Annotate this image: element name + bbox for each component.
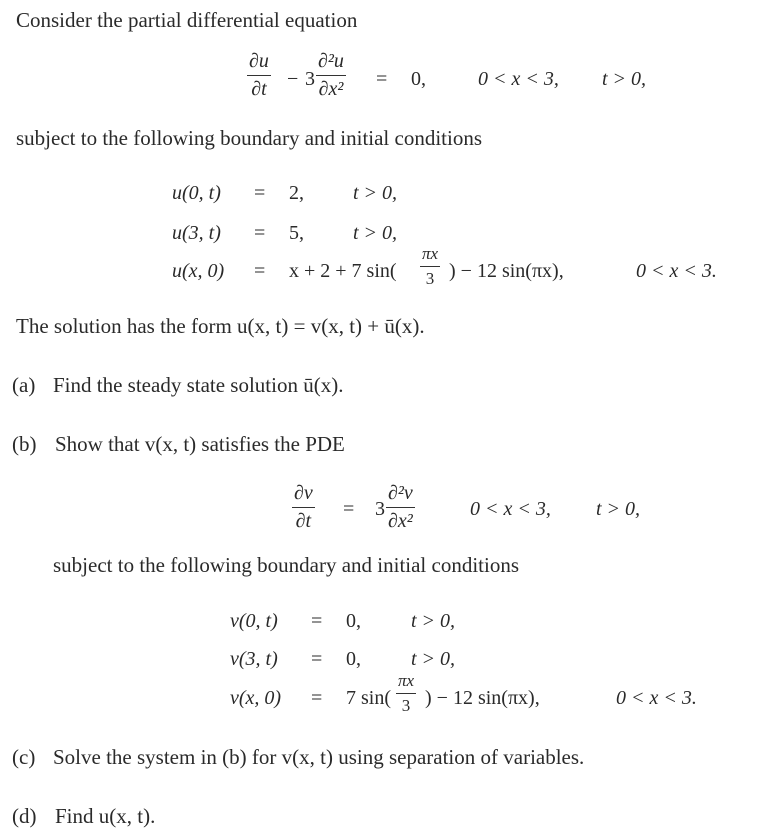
pde-v-dt-num: ∂v — [292, 482, 315, 508]
cond-u-2-eq: = — [254, 260, 266, 282]
cond-v-2-rhs-post: ) − 12 sin(πx), — [425, 687, 540, 709]
pde-u-dxx-num: ∂²u — [316, 50, 346, 76]
pde-v-domain-x: 0 < x < 3, — [470, 498, 551, 520]
cond-v-0-rhs: 0, — [346, 610, 361, 632]
part-b-text: Show that v(x, t) satisfies the PDE — [55, 432, 345, 456]
intro-text: Consider the partial differential equation — [16, 8, 358, 32]
cond-v-2-lhs: v(x, 0) — [230, 687, 282, 709]
pde-u-domain-t: t > 0, — [602, 68, 647, 90]
part-d-label: (d) — [12, 804, 37, 828]
part-a-text: Find the steady state solution ū(x). — [53, 373, 344, 397]
pde-u-dxx-fraction — [316, 50, 346, 101]
cond-u-1-cond: t > 0, — [353, 222, 398, 244]
cond-v-1-eq: = — [311, 648, 323, 670]
pde-u-dt-fraction — [247, 50, 271, 101]
cond-u-0-rhs: 2, — [289, 182, 304, 204]
subject-v-text: subject to the following boundary and initial conditions — [53, 553, 520, 577]
cond-v-1-cond: t > 0, — [411, 648, 456, 670]
cond-u-1-lhs: u(3, t) — [172, 222, 221, 244]
cond-v-1-lhs: v(3, t) — [230, 648, 278, 670]
cond-v-2-fraction — [396, 671, 416, 716]
cond-u-2-lhs: u(x, 0) — [172, 260, 225, 282]
cond-u-2-cond: 0 < x < 3. — [636, 260, 717, 282]
pde-u-dt-den: ∂t — [251, 78, 267, 100]
cond-u-1-rhs: 5, — [289, 222, 304, 244]
cond-v-1-rhs: 0, — [346, 648, 361, 670]
cond-u-0-eq: = — [254, 182, 266, 204]
pde-u-rhs: 0, — [411, 68, 426, 90]
pde-u-coef: 3 — [305, 68, 315, 90]
pde-u-dt-num: ∂u — [247, 50, 271, 76]
part-b-label: (b) — [12, 432, 37, 456]
pde-v-dxx-den: ∂x² — [388, 510, 413, 532]
cond-v-2-frac-num: πx — [396, 671, 416, 694]
cond-v-2-eq: = — [311, 687, 323, 709]
pde-v-equals: = — [343, 498, 355, 520]
pde-v-dxx-num: ∂²v — [386, 482, 415, 508]
part-c-text: Solve the system in (b) for v(x, t) using separation of variables. — [53, 745, 585, 769]
cond-v-0-cond: t > 0, — [411, 610, 456, 632]
pde-v-dt-den: ∂t — [295, 510, 312, 532]
cond-u-0-cond: t > 0, — [353, 182, 398, 204]
cond-v-0-eq: = — [311, 610, 323, 632]
cond-u-2-frac-num: πx — [420, 244, 440, 267]
pde-u-equals: = — [376, 68, 388, 90]
part-d-text: Find u(x, t). — [55, 804, 156, 828]
pde-v-dt-fraction — [292, 482, 315, 533]
pde-v-domain-t: t > 0, — [596, 498, 641, 520]
cond-u-1-eq: = — [254, 222, 266, 244]
cond-u-2-rhs-pre: x + 2 + 7 sin( — [289, 260, 397, 282]
part-c-label: (c) — [12, 745, 36, 769]
cond-u-2-rhs-post: ) − 12 sin(πx), — [449, 260, 564, 282]
pde-u-domain-x: 0 < x < 3, — [478, 68, 559, 90]
pde-v-coef: 3 — [375, 498, 385, 520]
pde-u-minus: − — [287, 68, 299, 90]
cond-v-2-cond: 0 < x < 3. — [616, 687, 697, 709]
cond-v-2-rhs-pre: 7 sin( — [346, 687, 391, 709]
solution-form-text: The solution has the form u(x, t) = v(x, t) + ū(x). — [16, 314, 425, 338]
pde-v-dxx-fraction — [386, 482, 415, 533]
part-a-label: (a) — [12, 373, 36, 397]
cond-v-0-lhs: v(0, t) — [230, 610, 278, 632]
cond-u-2-frac-den: 3 — [425, 269, 435, 288]
cond-u-2-fraction — [420, 244, 440, 289]
subject-u-text: subject to the following boundary and initial conditions — [16, 126, 483, 150]
cond-v-2-frac-den: 3 — [401, 696, 411, 715]
pde-u-dxx-den: ∂x² — [318, 78, 344, 100]
cond-u-0-lhs: u(0, t) — [172, 182, 221, 204]
